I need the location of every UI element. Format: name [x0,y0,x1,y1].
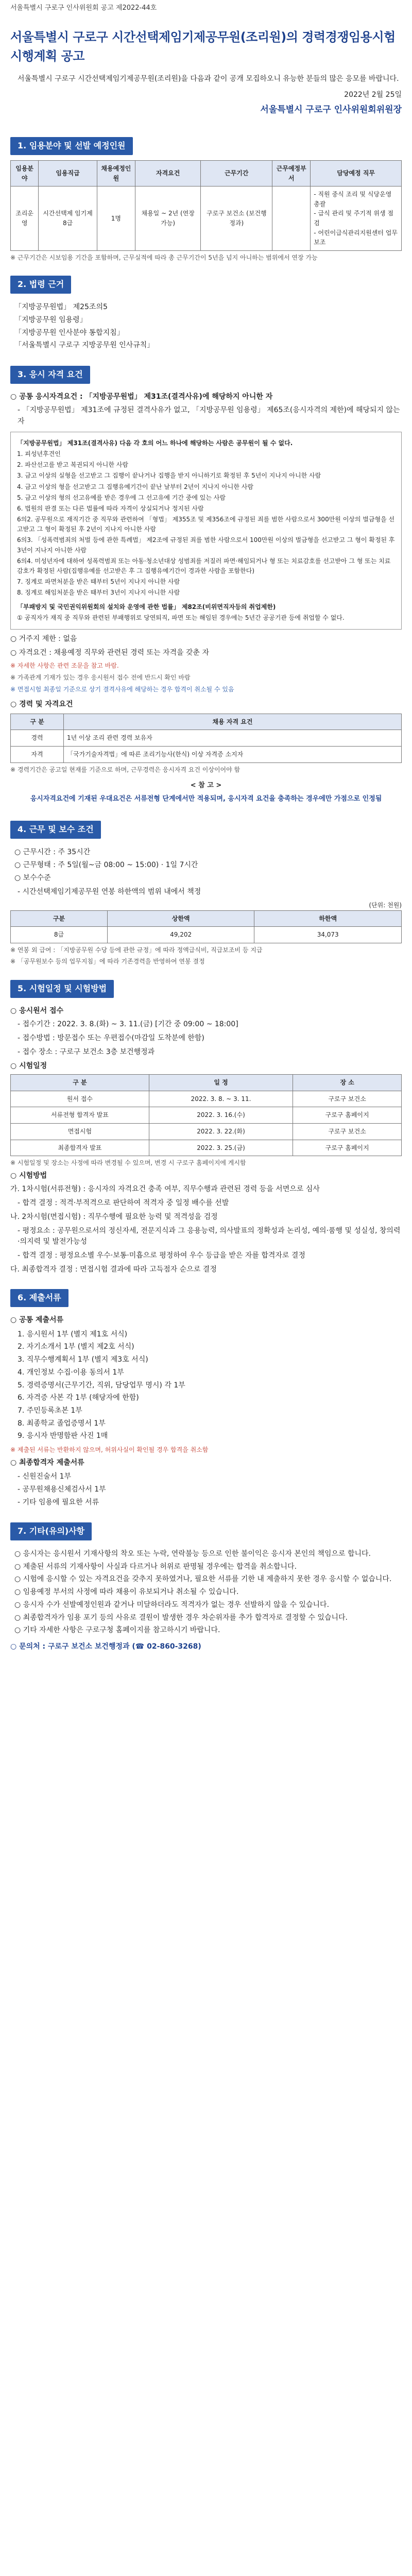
application-place: - 접수 장소 : 구로구 보건소 3층 보건행정과 [18,1047,155,1056]
table-cell: 구로구 보건소 [293,1124,402,1140]
table-cell: 「국가기술자격법」에 따른 조리기능사(한식) 이상 자격증 소지자 [64,747,402,763]
list-item: ○ 기타 자세한 사항은 구로구청 홈페이지를 참고하시기 바랍니다. [14,1626,220,1635]
table-cell: 8급 [11,927,108,943]
table-cell: 구로구 보건소 (보건행정과) [201,187,272,251]
section-7-heading: 7. 기타(유의)사항 [10,1522,92,1540]
section-1-note: ※ 근무기간은 시보임용 기간을 포함하며, 근무실적에 따라 총 근무기간이 5년을 넘지 아니하는 범위에서 연장 가능 [10,253,318,261]
list-item: 1. 피성년후견인 [17,450,61,457]
exam-method-title: ○ 시험방법 [10,1171,47,1180]
eligibility-common-detail: - 「지방공무원법」 제31조에 규정된 결격사유가 없고, 「지방공무원 임용령」 제65조(응시자격의 제한)에 해당되지 않는 자 [18,406,400,426]
table-cell: 구로구 홈페이지 [293,1107,402,1124]
table-cell: - 직원 중식 조리 및 식당운영 총괄 - 급식 관리 및 주기적 위생 점검 - 어린이급식관리지원센터 업무 보조 [311,187,402,251]
list-item: - 공무원채용신체검사서 1부 [18,1485,106,1494]
employment-limit-title: 「부패방지 및 국민권익위원회의 설치와 운영에 관한 법률」 제82조(비위면직자등의 취업제한) [17,603,276,611]
hint-note-blue: ※ 면접시험 최종일 기준으로 상기 결격사유에 해당하는 경우 합격이 취소될 수 있음 [10,685,234,693]
list-item: 5. 금고 이상의 형의 선고유예를 받은 경우에 그 선고유예 기간 중에 있는 사람 [17,494,226,501]
table-cell: 2022. 3. 22.(화) [149,1124,293,1140]
col-header: 상한액 [107,910,254,927]
final-documents-title: ○ 최종합격자 제출서류 [10,1458,84,1467]
list-item: ○ 근무형태 : 주 5일(월~금 08:00 ~ 15:00) · 1일 7시간 [14,860,198,869]
list-item: 5. 경력증명서(근무기간, 직위, 담당업무 명시) 각 1부 [18,1381,185,1389]
list-item: ○ 응시자는 응시원서 기재사항의 착오 또는 누락, 연락불능 등으로 인한 불이익은 응시자 본인의 책임으로 합니다. [14,1550,371,1558]
pay-note: - 시간선택제임기제공무원 연봉 하한액의 범위 내에서 책정 [18,888,201,896]
table-cell: 경력 [11,730,64,747]
schedule-title: ○ 시험일정 [10,1061,47,1070]
notice-date: 2022년 2월 25일 [344,91,402,99]
section-1-heading: 1. 임용분야 및 선발 예정인원 [10,137,133,155]
notes-list [10,1549,402,1636]
qualification-table [10,714,402,763]
table-cell [272,187,311,251]
employment-limit-text: ① 공직자가 재직 중 직무와 관련된 부패행위로 당연퇴직, 파면 또는 해임된 경우에는 5년간 공공기관 등에 취업할 수 없다. [17,614,345,621]
list-item: 「지방공무원 임용령」 [14,315,87,324]
table-cell: 시간선택제 임기제8급 [39,187,97,251]
list-item: 6의2. 공무원으로 재직기간 중 직무와 관련하여 「형법」 제355조 및 제356조에 규정된 죄를 범한 사람으로서 300만원 이상의 벌금형을 선고받고 그 형이 확정된 후 2년이 지나지 아니한 사람 [17,516,395,533]
qualification-table-title: ○ 경력 및 자격요건 [10,700,73,709]
list-item: 6. 자격증 사본 각 1부 (해당자에 한함) [18,1394,139,1402]
col-header: 근무기간 [201,161,272,187]
qualification-note: ※ 경력기간은 공고일 현재를 기준으로 하며, 근무경력은 응시자격 요건 이상이어야 함 [10,766,241,773]
col-header: 하한액 [254,910,402,927]
notice-intro: 서울특별시 구로구 시간선택제임기제공무원(조리원)을 다음과 같이 공개 모집하오니 유능한 분들의 많은 응모를 바랍니다. [18,74,399,83]
col-header: 구분 [11,910,108,927]
schedule-table [10,1074,402,1156]
documents-note: ※ 제출된 서류는 반환하지 않으며, 허위사실이 확인될 경우 합격을 취소함 [10,1446,209,1453]
application-title: ○ 응시원서 접수 [10,1006,64,1015]
list-item: 6의3. 「성폭력범죄의 처벌 등에 관한 특례법」 제2조에 규정된 죄를 범한 사람으로서 100만원 이상의 벌금형을 선고받고 그 형이 확정된 후 3년이 지나지 아니한 사람 [17,536,395,554]
table-row [11,1140,402,1156]
contact-info: ○ 문의처 : 구로구 보건소 보건행정과 (☎ 02-860-3268) [10,1642,201,1651]
table-row [11,1091,402,1107]
law-list [10,302,402,351]
reference-title: < 참 고 > [190,782,222,790]
pay-extra-note: ※ 연봉 외 급여 : 「지방공무원 수당 등에 관한 규정」에 따라 정액급식비, 직급보조비 등 지급 [10,946,263,954]
list-item: ○ 시험에 응시할 수 있는 자격요건을 갖추지 못하였거나, 필요한 서류를 기한 내 제출하지 못한 경우 응시할 수 없습니다. [14,1575,392,1584]
table-cell: 구로구 홈페이지 [293,1140,402,1156]
section-6-heading: 6. 제출서류 [10,1289,68,1307]
list-item: ○ 보수수준 [14,873,51,882]
table-cell: 최종합격자 발표 [11,1140,149,1156]
table-cell: 조리운영 [11,187,39,251]
work-conditions [10,847,402,884]
col-header: 채용예정인원 [97,161,135,187]
exam-step-2: 나. 2차시험(면접시험) : 직무수행에 필요한 능력 및 적격성을 검정 [10,1212,218,1221]
schedule-note: ※ 시험일정 및 장소는 사정에 따라 변경될 수 있으며, 변경 시 구로구 홈페이지에 게시함 [10,1159,246,1167]
pay-unit: (단위: 천원) [369,902,402,909]
list-item: 9. 응시자 반명함판 사진 1매 [18,1432,108,1440]
warning-note: ※ 자세한 사항은 관련 조문을 참고 바람. [10,662,119,670]
eligibility-residence: ○ 거주지 제한 : 없음 [10,634,77,643]
section-2-heading: 2. 법령 근거 [10,276,71,294]
col-header: 구 분 [11,714,64,730]
application-period: - 접수기간 : 2022. 3. 8.(화) ~ 3. 11.(금) [기간 중 09:00 ~ 18:00] [18,1020,238,1029]
col-header: 근무예정부서 [272,161,311,187]
col-header: 임용분야 [11,161,39,187]
list-item: 6. 법원의 판결 또는 다른 법률에 따라 자격이 상실되거나 정지된 사람 [17,504,204,512]
col-header: 채용 자격 요건 [64,714,402,730]
table-row [11,927,402,943]
list-item: 3. 금고 이상의 실형을 선고받고 그 집행이 끝나거나 집행을 받지 아니하기로 확정된 후 5년이 지나지 아니한 사람 [17,472,321,480]
eligibility-common: ○ 공통 응시자격요건 : 「지방공무원법」 제31조(결격사유)에 해당하지 아니한 자 [10,392,273,401]
list-item: - 기타 임용에 필요한 서류 [18,1498,99,1506]
list-item: 「서울특별시 구로구 지방공무원 인사규칙」 [14,341,154,350]
col-header: 임용직급 [39,161,97,187]
col-header: 장 소 [293,1075,402,1091]
exam-step-1-detail: - 합격 결정 : 적격·부적격으로 판단하여 적격자 중 일정 배수를 선발 [18,1199,229,1208]
table-cell: 2022. 3. 8. ~ 3. 11. [149,1091,293,1107]
list-item: 「지방공무원법」 제25조의5 [14,303,108,312]
exam-step-3: 다. 최종합격자 결정 : 면접시험 결과에 따라 고득점자 순으로 결정 [10,1265,217,1274]
list-item: ○ 응시자 수가 선발예정인원과 같거나 미달하더라도 적격자가 없는 경우 선발하지 않을 수 있습니다. [14,1600,330,1609]
list-item: ○ 근무시간 : 주 35시간 [14,848,91,857]
pay-extra-note: ※ 「공무원보수 등의 업무지침」에 따라 기존경력을 반영하여 연봉 결정 [10,958,205,965]
table-cell: 2022. 3. 25.(금) [149,1140,293,1156]
exam-step-2-detail: - 평정요소 : 공무원으로서의 정신자세, 전문지식과 그 응용능력, 의사발표의 정확성과 논리성, 예의·품행 및 성실성, 창의력·의지력 및 발전가능성 [18,1226,401,1246]
positions-table [10,160,402,251]
final-documents-list [10,1471,402,1508]
section-5-heading: 5. 시험일정 및 시험방법 [10,980,114,998]
table-cell: 2022. 3. 16.(수) [149,1107,293,1124]
list-item: - 신원진술서 1부 [18,1472,72,1481]
col-header: 일 정 [149,1075,293,1091]
exam-step-2-detail: - 합격 결정 : 평정요소별 우수·보통·미흡으로 평정하여 우수 등급을 받은 자를 합격자로 결정 [18,1251,305,1260]
list-item: 4. 개인정보 수집·이용 동의서 1부 [18,1368,124,1377]
table-cell: 원서 접수 [11,1091,149,1107]
table-row [11,1124,402,1140]
table-row [11,747,402,763]
table-cell: 구로구 보건소 [293,1091,402,1107]
table-cell: 자격 [11,747,64,763]
list-item: 3. 직무수행계획서 1부 (별지 제3호 서식) [18,1355,148,1364]
col-header: 구 분 [11,1075,149,1091]
list-item: 4. 금고 이상의 형을 선고받고 그 집행유예기간이 끝난 날부터 2년이 지나지 아니한 사람 [17,483,253,490]
application-method: - 접수방법 : 방문접수 또는 우편접수(마감일 도착분에 한함) [18,1034,204,1043]
list-item: 2. 파산선고를 받고 복권되지 아니한 사람 [17,461,128,469]
table-cell: 34,073 [254,927,402,943]
disqualification-title: 「지방공무원법」 제31조(결격사유) 다음 각 호의 어느 하나에 해당하는 사람은 공무원이 될 수 없다. [17,439,293,447]
list-item: 7. 주민등록초본 1부 [18,1406,82,1415]
table-cell: 1명 [97,187,135,251]
table-cell: 49,202 [107,927,254,943]
table-cell: 면접시험 [11,1124,149,1140]
disqualification-box [10,432,402,630]
table-cell: 서류전형 합격자 발표 [11,1107,149,1124]
table-row [11,187,402,251]
table-row [11,1107,402,1124]
list-item: 「지방공무원 인사분야 통합지침」 [14,328,124,337]
notice-number: 서울특별시 구로구 인사위원회 공고 제2022-44호 [10,4,157,12]
list-item: ○ 제출된 서류의 기재사항이 사실과 다르거나 허위로 판명될 경우에는 합격을 취소합니다. [14,1562,297,1571]
list-item: 8. 최종학교 졸업증명서 1부 [18,1419,106,1428]
exam-step-1: 가. 1차시험(서류전형) : 응시자의 자격요건 충족 여부, 직무수행과 관련된 경력 등을 서면으로 심사 [10,1185,320,1194]
list-item: 1. 응시원서 1부 (별지 제1호 서식) [18,1330,128,1338]
table-cell: 채용일 ~ 2년 (연장가능) [135,187,200,251]
hint-note: ※ 가족관계 기재가 있는 경우 응시원서 접수 전에 반드시 확인 바람 [10,673,191,681]
col-header: 담당예정 직무 [311,161,402,187]
section-3-heading: 3. 응시 자격 요건 [10,366,90,384]
eligibility-requirement: ○ 자격요건 : 채용예정 직무와 관련된 경력 또는 자격을 갖춘 자 [10,648,210,657]
documents-title: ○ 공통 제출서류 [10,1316,64,1325]
section-4-heading: 4. 근무 및 보수 조건 [10,821,101,839]
pay-table [10,910,402,943]
list-item: ○ 최종합격자가 임용 포기 등의 사유로 결원이 발생한 경우 차순위자를 추가 합격자로 결정할 수 있습니다. [14,1613,348,1622]
notice-title: 서울특별시 구로구 시간선택제임기제공무원(조리원)의 경력경쟁임용시험 시행계획 공고 [10,30,396,64]
list-item: 7. 징계로 파면처분을 받은 때부터 5년이 지나지 아니한 사람 [17,578,180,586]
reference-text: 응시자격요건에 기재된 우대요건은 서류전형 단계에서만 적용되며, 응시자격 요건을 충족하는 경우에만 가점으로 인정됨 [30,795,382,803]
table-cell: 1년 이상 조리 관련 경력 보유자 [64,730,402,747]
list-item: ○ 임용예정 부서의 사정에 따라 채용이 유보되거나 취소될 수 있습니다. [14,1588,239,1597]
list-item: 6의4. 미성년자에 대하여 성폭력범죄 또는 아동·청소년대상 성범죄를 저질러 파면·해임되거나 형 또는 치료감호를 선고받아 그 형 또는 치료감호가 확정된 사람(집행유예를 선고받은 후 그 집행유예기간이 경과한 사람을 포함한다) [17,557,391,575]
list-item: 8. 징계로 해임처분을 받은 때부터 3년이 지나지 아니한 사람 [17,589,180,597]
documents-list [10,1329,402,1442]
table-row [11,730,402,747]
notice-org: 서울특별시 구로구 인사위원회위원장 [260,104,402,115]
col-header: 자격요건 [135,161,200,187]
list-item: 2. 자기소개서 1부 (별지 제2호 서식) [18,1343,134,1351]
